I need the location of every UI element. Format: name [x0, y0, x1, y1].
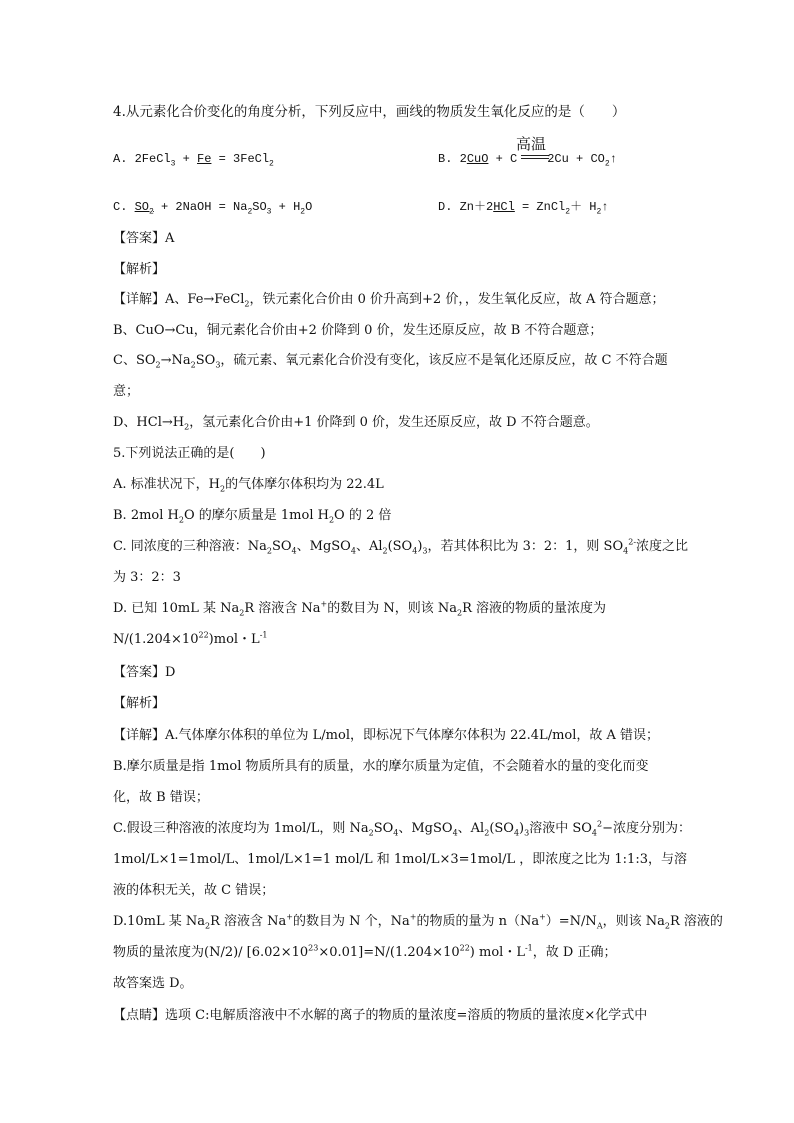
q4-option-a: A. 2FeCl$_3$ + Fe = 3FeCl$_2$	[113, 152, 274, 169]
q4-detail-c-cont: 意；	[113, 384, 140, 399]
q4-answer: 【答案】A	[113, 231, 175, 246]
q5-detail-b: B.摩尔质量是指 1mol 物质所具有的质量，水的摩尔质量为定值，不会随着水的量的变化而变	[113, 759, 649, 774]
q5-key-point: 【点睛】选项 C:电解质溶液中不水解的离子的物质的量浓度=溶质的物质的量浓度×化学式中	[113, 1008, 648, 1023]
q5-answer: 【答案】D	[113, 665, 176, 680]
q5-option-c-cont: 为 3：2：3	[113, 570, 181, 585]
q5-detail-d: D.10mL 某 $Na_2R$ 溶液含 Na+的数目为 N 个，Na+的物质的量为 $n(Na^+)=N/N_A$，则该 $Na_2R$ 溶液的	[113, 912, 723, 931]
q5-detail-a: 【详解】A.气体摩尔体积的单位为 L/mol，即标况下气体摩尔体积为 22.4L/mol，故 A 错误；	[113, 728, 660, 743]
q4-detail-c: C、$SO_2\to Na_2SO_3$，硫元素、氧元素化合价没有变化，该反应不是氧化还原反应，故 C 不符合题	[113, 353, 668, 370]
q5-option-d-cont: $N/(1.204\times 10^{22})mol$・$L^{-1}$	[113, 630, 268, 647]
q4-detail-b: B、CuO→Cu，铜元素化合价由+2 价降到 0 价，发生还原反应，故 B 不符合题意；	[113, 323, 603, 338]
q4-detail-a: 【详解】A、Fe→FeCl$_2$，铁元素化合价由 0 价升高到+2 价，，发生氧化反应，故 A 符合题意；	[113, 292, 665, 309]
q5-option-c: C. 同浓度的三种溶液：$Na_2SO_4$、MgSO$_4$、$Al_2(SO_4)_3$，若其体积比为 3：2：1，则 $SO_4^{2-}$浓度之比	[113, 537, 689, 556]
q5-analysis-heading: 【解析】	[113, 696, 166, 711]
q4-option-c: C. $SO_2$ + 2NaOH = $Na_2SO_3 + H_2O$	[113, 200, 313, 217]
q5-detail-d-cont: 物质的量浓度为(N/2)/ $[6.02\times 10^{23}\times 0.01]=N/(1.204\times 10^{22})$ mol・$L^{-1}$，故 D 正确；	[113, 943, 617, 960]
q5-conclusion: 故答案选 D。	[113, 976, 193, 991]
q5-option-a: A. 标准状况下，$H_2$的气体摩尔体积均为 22.4L	[113, 477, 384, 494]
q5-detail-c: C.假设三种溶液的浓度均为 1mol/L，则 $Na_2SO_4$、MgSO$_4$、$Al_2(SO_4)_3$溶液中 $SO_4^2-$浓度分别为：	[113, 819, 692, 838]
q4-option-b-condition: 高温	[516, 135, 547, 153]
q5-option-b: B. 2mol $H_2O$ 的摩尔质量是 1mol $H_2O$ 的 2 倍	[113, 508, 392, 525]
q5-stem: 5.下列说法正确的是( )	[113, 446, 266, 461]
q4-analysis-heading: 【解析】	[113, 262, 166, 277]
q4-option-b: B. 2CuO + C $2Cu + CO_2↑$	[438, 152, 617, 169]
q5-option-d: D. 已知 10mL 某 $Na_2R$ 溶液含 Na+的数目为 N，则该 $Na_2R$ 溶液的物质的量浓度为	[113, 599, 607, 618]
q4-stem: 4.从元素化合价变化的角度分析，下列反应中，画线的物质发生氧化反应的是（ ）	[113, 104, 626, 120]
q4-detail-d: D、$HCl\to H_2$，氢元素化合价由+1 价降到 0 价，发生还原反应，故 D 不符合题意。	[113, 415, 599, 432]
q4-option-d: D. Zn＋2HCl = ZnCl$_2$＋ $H_2↑$	[438, 200, 609, 217]
q5-detail-c-cont2: 液的体积无关，故 C 错误；	[113, 883, 275, 898]
q5-detail-c-cont1: 1mol/L×1=1mol/L、1mol/L×1=1 mol/L 和 1mol/L×3=1mol/L ，即浓度之比为 1:1:3，与溶	[113, 852, 687, 867]
q5-detail-b-cont: 化，故 B 错误；	[113, 790, 209, 805]
